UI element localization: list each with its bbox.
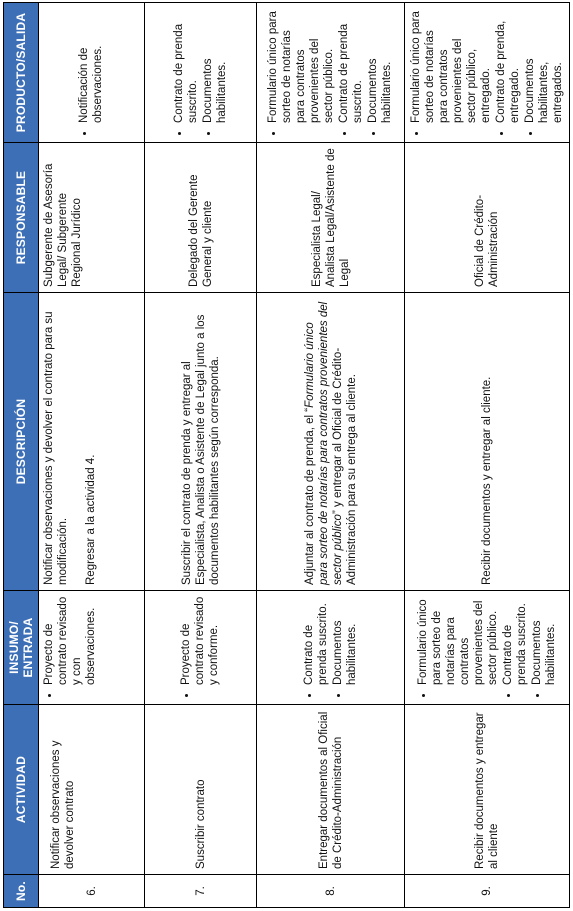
list-item: • Documentos habilitantes. [530,596,558,685]
list-item: • Contrato de prenda, entregado. [494,8,522,123]
row-descripcion [145,293,257,591]
description-text: Notificar observaciones y devolver el contrato para su modificación. [43,311,69,585]
row-insumo [405,591,570,705]
header-producto: PRODUCTO/SALIDA [4,3,39,143]
list-item: • Contrato de prenda suscrito. [501,596,529,685]
row-actividad: Recibir documentos y entregar al cliente [405,705,570,875]
description-text: Recibir documentos y entregar al cliente. [481,376,493,585]
header-insumo: INSUMO/ ENTRADA [4,591,39,705]
header-descripcion: DESCRIPCIÓN [4,293,39,591]
description-text [303,298,359,585]
row-actividad: Suscribir contrato [145,705,257,875]
table-row [257,3,405,908]
description-form-name: Formulario único para sorteo de notarías para contratos provenientes del sector público [303,301,344,585]
header-row [4,3,39,908]
row-insumo [39,591,145,705]
row-descripcion [405,293,570,591]
header-responsable: RESPONSABLE [4,143,39,293]
list-item: • Contrato de prenda suscrito. [337,8,365,123]
process-table [3,2,570,908]
list-item: • Formulario único para sorteo de notarías para contratos provenientes del sector público, entregado. [409,8,493,123]
row-descripcion [39,293,145,591]
list-item: • Contrato de prenda suscrito. [172,8,200,123]
row-producto [257,3,405,143]
row-producto [39,3,145,143]
table-row [145,3,257,908]
list-item: • Documentos habilitantes, entregados. [523,8,565,123]
list-item: • Formulario único para sorteo de notarías para contratos provenientes del sector público. [266,8,336,123]
row-responsable: Delegado del Gerente General y cliente [145,143,257,293]
description-part: ” y entregar al Oficial de Crédito-Administración para su entrega al cliente. [331,347,358,585]
description-text: Suscribir el contrato de prenda y entregar al Especialista, Analista o Asistente de Legal junto a los documentos habilitantes según corresponda. [180,314,221,585]
list-item: • Notificación de observaciones. [77,8,105,123]
row-actividad: Entregar documentos al Oficial de Crédito-Administración [257,705,405,875]
list-item: • Proyecto de contrato revisado y conforme. [179,596,221,685]
row-number: 7. [145,875,257,908]
header-actividad: ACTIVIDAD [4,705,39,875]
description-part: Adjuntar al contrato de prenda, el “ [303,407,316,585]
row-responsable: Oficial de Crédito-Administración [405,143,570,293]
list-item: • Documentos habilitantes. [201,8,229,123]
row-producto [405,3,570,143]
row-insumo [145,591,257,705]
row-number: 6. [39,875,145,908]
header-no: No. [4,875,39,908]
table-row [39,3,145,908]
description-text: Regresar a la actividad 4. [85,454,97,585]
row-number: 9. [405,875,570,908]
list-item: • Documentos habilitantes. [331,596,359,685]
row-responsable: Especialista Legal/ Analista Legal/Asistente de Legal [257,143,405,293]
row-actividad: Notificar observaciones y devolver contrato [39,705,145,875]
row-responsable: Subgerente de Asesoría Legal/ Subgerente Regional Jurídico [39,143,145,293]
list-item: • Formulario único para sorteo de notarías para contratos provenientes del sector público. [416,596,500,685]
list-item: • Proyecto de contrato revisado y con observaciones. [42,596,98,685]
row-producto [145,3,257,143]
table-row [405,3,570,908]
list-item: • Contrato de prenda suscrito. [302,596,330,685]
row-insumo [257,591,405,705]
list-item: • Documentos habilitantes. [366,8,394,123]
row-number: 8. [257,875,405,908]
row-descripcion [257,293,405,591]
